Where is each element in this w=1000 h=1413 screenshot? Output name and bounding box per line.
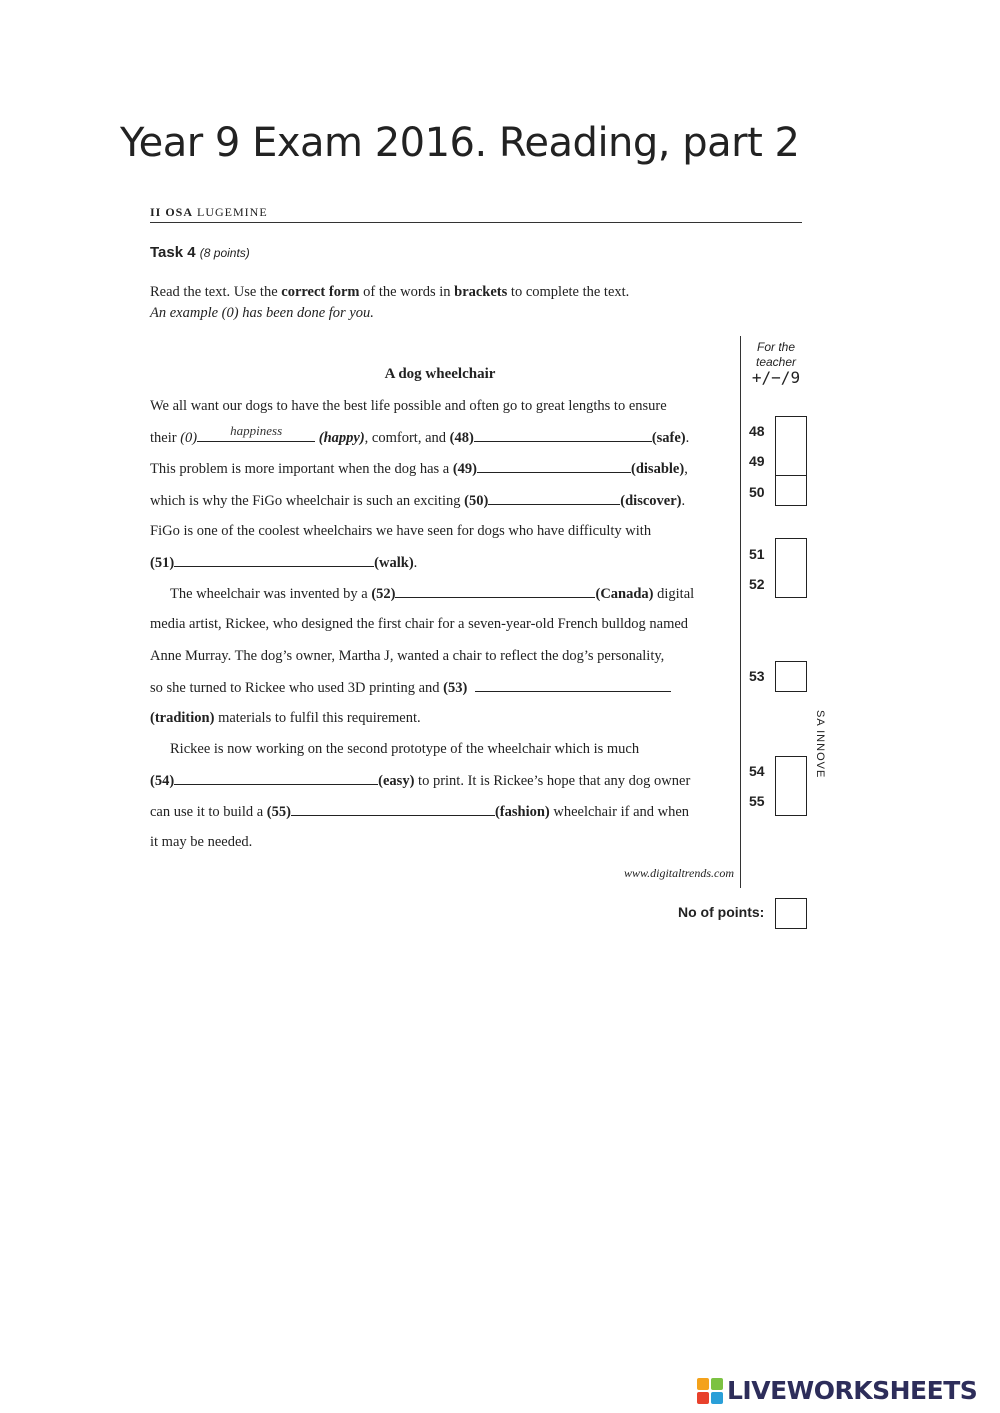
- answer-blank-49[interactable]: [477, 460, 631, 473]
- word-hint: (disable): [631, 461, 685, 477]
- text: which is why the FiGo wheelchair is such an exciting: [150, 493, 465, 509]
- score-box-54[interactable]: [775, 756, 807, 787]
- article-line-13: [150, 772, 734, 790]
- section-name: LUGEMINE: [197, 205, 268, 219]
- answer-blank-52[interactable]: [395, 585, 595, 598]
- answer-blank-48[interactable]: [474, 429, 652, 442]
- example-number: (0): [180, 430, 198, 446]
- score-number-51: 51: [749, 546, 765, 562]
- score-number-49: 49: [749, 453, 765, 469]
- score-number-52: 52: [749, 576, 765, 592]
- score-number-48: 48: [749, 423, 765, 439]
- text: This problem is more important when the dog has a: [150, 461, 453, 477]
- article-title: A dog wheelchair: [384, 366, 496, 382]
- score-number-55: 55: [749, 793, 765, 809]
- article-line-8: media artist, Rickee, who designed the first chair for a seven-year-old French bulldog named: [150, 616, 689, 632]
- article-line-1: We all want our dogs to have the best life possible and often go to great lengths to ensure: [150, 398, 667, 414]
- article-line-7: [170, 585, 734, 603]
- article-line-4: [150, 492, 734, 510]
- gap-number: (49): [452, 461, 478, 477]
- brand-square: [711, 1392, 723, 1404]
- text: to print. It is Rickee’s hope that any dog owner: [414, 773, 691, 789]
- text: .: [413, 555, 418, 571]
- answer-blank-55[interactable]: [291, 803, 495, 816]
- word-hint: (safe): [651, 430, 686, 446]
- word-hint: (tradition): [150, 710, 215, 726]
- text: digital: [653, 586, 695, 602]
- score-box-53[interactable]: [775, 661, 807, 692]
- instructions: [150, 282, 629, 324]
- score-box-50[interactable]: [775, 476, 807, 506]
- score-box-55[interactable]: [775, 786, 807, 816]
- gap-number: (50): [464, 493, 489, 509]
- liveworksheets-logo: [697, 1376, 977, 1405]
- task-heading: [150, 244, 250, 261]
- teacher-label-1: For the: [756, 340, 795, 354]
- text: so she turned to Rickee who used 3D printing and: [150, 680, 444, 696]
- brand-text: LIVEWORKSHEETS: [727, 1376, 978, 1405]
- instruction-example: An example (0) has been done for you.: [150, 305, 374, 321]
- score-box-52[interactable]: [775, 568, 807, 598]
- score-number-50: 50: [749, 484, 765, 500]
- side-label: SA INNOVE: [814, 710, 826, 779]
- gap-number: (51): [150, 555, 175, 571]
- score-box-48[interactable]: [775, 416, 807, 447]
- brand-square: [697, 1378, 709, 1390]
- task-points: (8 points): [199, 246, 250, 260]
- word-hint: (fashion): [494, 804, 550, 820]
- answer-blank-54[interactable]: [174, 772, 378, 785]
- instr-text: of the words in: [359, 284, 455, 300]
- page-title: Year 9 Exam 2016. Reading, part 2: [120, 120, 800, 166]
- text: .: [685, 430, 690, 446]
- text: .: [681, 493, 686, 509]
- article-line-12: Rickee is now working on the second prototype of the wheelchair which is much: [170, 741, 640, 757]
- article-line-5: FiGo is one of the coolest wheelchairs we have seen for dogs who have difficulty with: [150, 523, 652, 539]
- task-label: Task 4: [150, 244, 196, 261]
- article-line-15: it may be needed.: [150, 834, 253, 850]
- source-credit: www.digitaltrends.com: [623, 866, 734, 880]
- section-code: II OSA: [150, 205, 194, 219]
- article-line-6: [150, 554, 734, 572]
- article-line-11: [150, 710, 734, 727]
- word-hint: (easy): [378, 773, 415, 789]
- score-box-49[interactable]: [775, 446, 807, 476]
- score-number-54: 54: [749, 763, 765, 779]
- text: their: [150, 430, 181, 446]
- instr-bold: brackets: [454, 284, 508, 300]
- article-line-10: [150, 679, 734, 697]
- answer-blank-51[interactable]: [174, 554, 374, 567]
- example-answer-blank: [197, 423, 315, 442]
- teacher-scale: +/−/9: [751, 368, 801, 387]
- gap-number: (48): [449, 430, 474, 446]
- text: , comfort, and: [364, 430, 450, 446]
- points-label: No of points:: [678, 904, 765, 920]
- instr-bold: correct form: [281, 284, 360, 300]
- text: can use it to build a: [150, 804, 267, 820]
- teacher-label-2: teacher: [755, 355, 797, 369]
- gap-number: (52): [371, 586, 396, 602]
- teacher-column-divider: [740, 336, 741, 888]
- word-hint: (walk): [374, 555, 414, 571]
- gap-number: (54): [150, 773, 175, 789]
- word-hint: (discover): [620, 493, 682, 509]
- brand-grid-icon: [697, 1378, 723, 1404]
- score-number-53: 53: [749, 668, 765, 684]
- score-box-51[interactable]: [775, 538, 807, 569]
- section-header: [150, 205, 802, 223]
- text: materials to fulfil this requirement.: [214, 710, 421, 726]
- brand-square: [711, 1378, 723, 1390]
- answer-blank-50[interactable]: [488, 492, 620, 505]
- word-hint: (happy): [315, 430, 365, 446]
- answer-blank-53[interactable]: [475, 679, 671, 692]
- word-hint: (Canada): [595, 586, 654, 602]
- gap-number: (53): [443, 680, 468, 696]
- article-line-2: [150, 423, 734, 447]
- instr-text: Read the text. Use the: [150, 284, 282, 300]
- instruction-line-1: [150, 282, 629, 303]
- article-line-3: [150, 460, 734, 478]
- teacher-column-header: [748, 340, 804, 385]
- instr-text: to complete the text.: [507, 284, 630, 300]
- text: ,: [684, 461, 688, 477]
- gap-number: (55): [266, 804, 291, 820]
- brand-square: [697, 1392, 709, 1404]
- example-answer: happiness: [230, 423, 283, 438]
- total-points-box[interactable]: [775, 898, 807, 929]
- article-line-14: [150, 803, 734, 821]
- article-line-9: Anne Murray. The dog’s owner, Martha J, wanted a chair to reflect the dog’s personality,: [150, 648, 665, 664]
- text: The wheelchair was invented by a: [170, 586, 372, 602]
- text: wheelchair if and when: [549, 804, 690, 820]
